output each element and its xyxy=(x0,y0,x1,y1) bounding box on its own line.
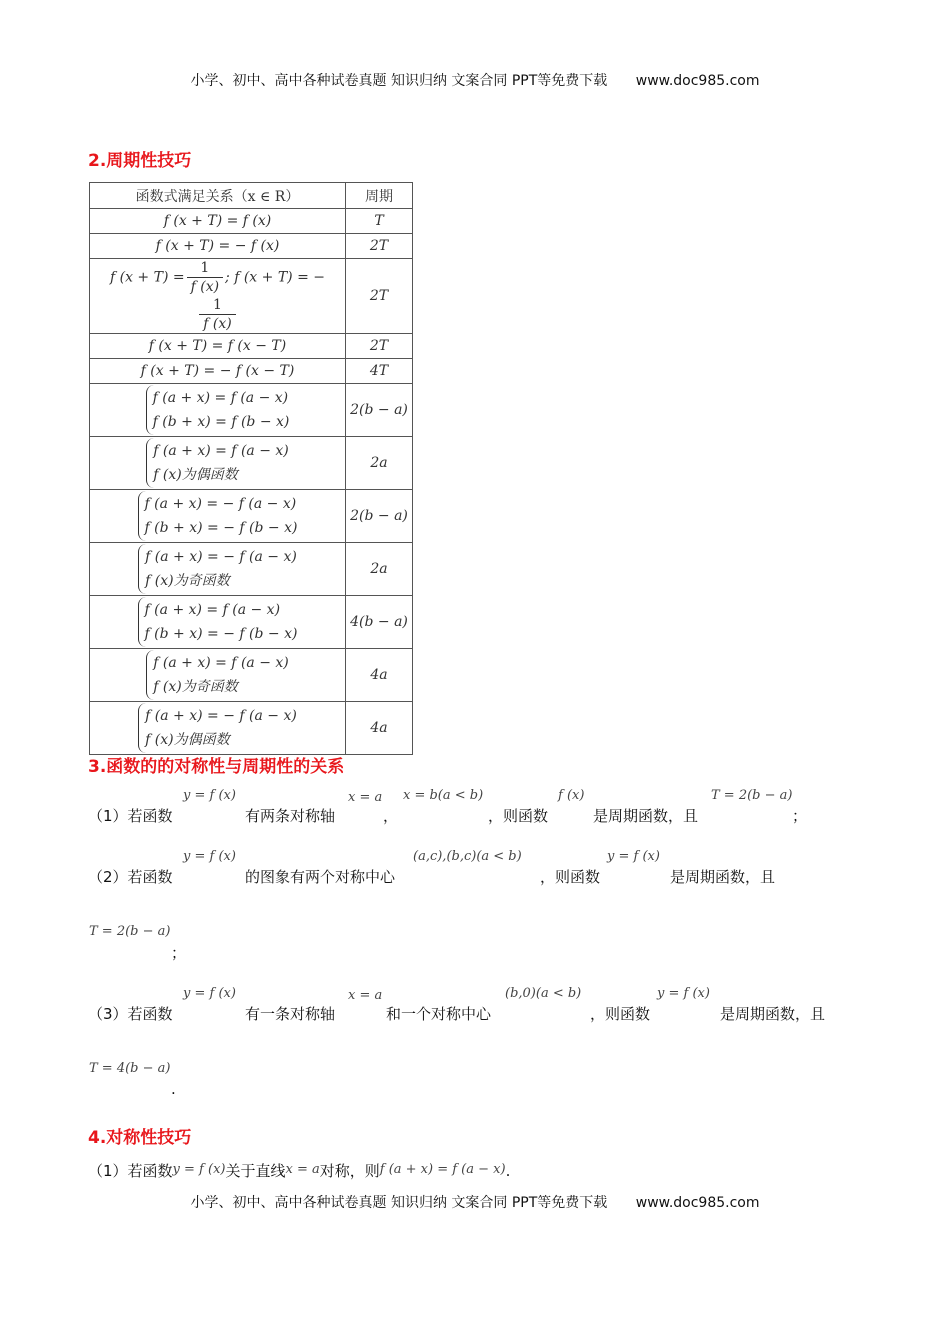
table-row xyxy=(90,334,413,359)
reciprocal-fraction xyxy=(187,259,223,296)
p1-formula-1: y = f (x) xyxy=(183,788,236,803)
s4-formula-2: x = a xyxy=(285,1162,320,1177)
p3-formula-4: y = f (x) xyxy=(657,986,710,1001)
p3-text-5: 是周期函数，且 xyxy=(720,1005,826,1023)
condition-cell xyxy=(90,543,346,596)
s4-text-1: （1）若函数 xyxy=(88,1162,173,1180)
p3-text-3: 和一个对称中心 xyxy=(386,1005,492,1023)
s4-paragraph-1 xyxy=(88,1160,510,1181)
condition-cell xyxy=(90,596,346,649)
period-cell: 2T xyxy=(346,334,413,359)
table-header-row xyxy=(90,183,413,209)
system-line: f (a + x) = − f (a − x) xyxy=(145,708,297,724)
equation-system xyxy=(146,438,289,488)
p2-text-5: ； xyxy=(171,944,187,962)
p1-text-2: 有两条对称轴 xyxy=(245,807,336,825)
footer-text: 小学、初中、高中各种试卷真题 知识归纳 文案合同 PPT等免费下载 xyxy=(190,1195,608,1211)
table-row xyxy=(90,543,413,596)
section-title-symmetry-period: 3.函数的的对称性与周期性的关系 xyxy=(88,757,345,777)
system-line: f (x)为偶函数 xyxy=(153,467,238,483)
system-line: f (x)为奇函数 xyxy=(145,573,230,589)
condition-cell: f (x + T) = − f (x − T) xyxy=(90,359,346,384)
table-row xyxy=(90,437,413,490)
s4-formula-3: f (a + x) = f (a − x) xyxy=(379,1162,506,1177)
system-line: f (x)为偶函数 xyxy=(145,732,230,748)
table-row xyxy=(90,209,413,234)
condition-cell: f (x + T) = − f (x) xyxy=(90,234,346,259)
table-row xyxy=(90,649,413,702)
periodicity-table xyxy=(89,182,413,755)
period-cell: 2a xyxy=(346,543,413,596)
equation-system xyxy=(138,597,298,647)
period-cell: 2T xyxy=(346,234,413,259)
system-line: f (a + x) = − f (a − x) xyxy=(144,496,297,512)
p3-formula-1: y = f (x) xyxy=(183,986,236,1001)
equation-system xyxy=(138,491,298,541)
p2-formula-3: y = f (x) xyxy=(607,849,660,864)
table-row xyxy=(90,384,413,437)
table-row xyxy=(90,490,413,543)
system-line: f (b + x) = − f (b − x) xyxy=(144,626,298,642)
equation-system xyxy=(146,650,289,700)
section-title-periodicity: 2.周期性技巧 xyxy=(88,151,192,171)
p2-formula-2: (a,c),(b,c)(a < b) xyxy=(413,849,522,864)
p2-formula-1: y = f (x) xyxy=(183,849,236,864)
p3-formula-2: x = a xyxy=(348,988,383,1003)
condition-cell xyxy=(90,259,346,334)
s4-text-4: . xyxy=(505,1162,511,1180)
system-line: f (a + x) = − f (a − x) xyxy=(145,549,297,565)
p3-formula-3: (b,0)(a < b) xyxy=(505,986,582,1001)
equation-system xyxy=(138,544,297,594)
equation-system xyxy=(146,385,290,435)
system-line: f (b + x) = − f (b − x) xyxy=(144,520,298,536)
p3-text-2: 有一条对称轴 xyxy=(245,1005,336,1023)
p1-formula-4: f (x) xyxy=(558,788,585,803)
period-cell: 4a xyxy=(346,702,413,755)
system-line: f (x)为奇函数 xyxy=(153,679,238,695)
p1-text-1: （1）若函数 xyxy=(88,807,173,825)
p1-text-4: ，则函数 xyxy=(488,807,549,825)
period-cell: 4a xyxy=(346,649,413,702)
equation-system xyxy=(138,703,297,753)
p1-formula-5: T = 2(b − a) xyxy=(711,788,793,803)
p1-formula-3: x = b(a < b) xyxy=(403,788,484,803)
page-footer xyxy=(0,1192,950,1212)
table-row xyxy=(90,259,413,334)
table-row xyxy=(90,596,413,649)
period-cell: 4T xyxy=(346,359,413,384)
period-cell: 4(b − a) xyxy=(346,596,413,649)
condition-cell: f (x + T) = f (x − T) xyxy=(90,334,346,359)
s4-formula-1: y = f (x) xyxy=(172,1162,226,1177)
col-header-condition: 函数式满足关系（x ∈ R） xyxy=(90,183,346,209)
p2-formula-4: T = 2(b − a) xyxy=(89,924,171,939)
period-cell: T xyxy=(346,209,413,234)
fraction-numerator: 1 xyxy=(199,296,235,315)
period-cell: 2T xyxy=(346,259,413,334)
condition-cell xyxy=(90,702,346,755)
p2-text-3: ，则函数 xyxy=(540,868,601,886)
p1-text-6: ； xyxy=(792,807,808,825)
col-header-period: 周期 xyxy=(346,183,413,209)
section-title-symmetry: 4.对称性技巧 xyxy=(88,1128,192,1148)
page-header xyxy=(0,70,950,90)
table-row xyxy=(90,359,413,384)
fraction-numerator: 1 xyxy=(187,259,223,278)
p3-text-1: （3）若函数 xyxy=(88,1005,173,1023)
period-cell: 2(b − a) xyxy=(346,384,413,437)
header-site-link[interactable]: www.doc985.com xyxy=(635,73,760,89)
system-line: f (a + x) = f (a − x) xyxy=(153,443,289,459)
p3-text-4: ，则函数 xyxy=(590,1005,651,1023)
condition-part-a: f (x + T) = xyxy=(109,269,185,286)
period-cell: 2(b − a) xyxy=(346,490,413,543)
system-line: f (a + x) = f (a − x) xyxy=(153,655,289,671)
fraction-denominator: f (x) xyxy=(190,279,220,295)
table-row xyxy=(90,702,413,755)
table-row xyxy=(90,234,413,259)
condition-cell xyxy=(90,437,346,490)
system-line: f (a + x) = f (a − x) xyxy=(144,602,281,618)
fraction-denominator: f (x) xyxy=(203,316,232,332)
footer-site-link[interactable]: www.doc985.com xyxy=(635,1195,760,1211)
p1-text-3: ， xyxy=(383,807,399,825)
p2-text-2: 的图象有两个对称中心 xyxy=(245,868,396,886)
condition-cell xyxy=(90,384,346,437)
p1-text-5: 是周期函数，且 xyxy=(593,807,699,825)
system-line: f (b + x) = f (b − x) xyxy=(152,414,290,430)
p1-formula-2: x = a xyxy=(348,790,383,805)
header-text: 小学、初中、高中各种试卷真题 知识归纳 文案合同 PPT等免费下载 xyxy=(190,73,608,89)
period-cell: 2a xyxy=(346,437,413,490)
s4-text-3: 对称，则 xyxy=(319,1162,380,1180)
p2-text-1: （2）若函数 xyxy=(88,868,173,886)
condition-part-b: ; f (x + T) = − xyxy=(225,269,325,286)
system-line: f (a + x) = f (a − x) xyxy=(152,390,289,406)
s4-text-2: 关于直线 xyxy=(225,1162,286,1180)
condition-cell: f (x + T) = f (x) xyxy=(90,209,346,234)
condition-cell xyxy=(90,490,346,543)
reciprocal-fraction xyxy=(199,296,235,333)
p3-formula-5: T = 4(b − a) xyxy=(89,1061,171,1076)
p3-text-6: . xyxy=(171,1080,176,1098)
p2-text-4: 是周期函数，且 xyxy=(670,868,776,886)
condition-cell xyxy=(90,649,346,702)
